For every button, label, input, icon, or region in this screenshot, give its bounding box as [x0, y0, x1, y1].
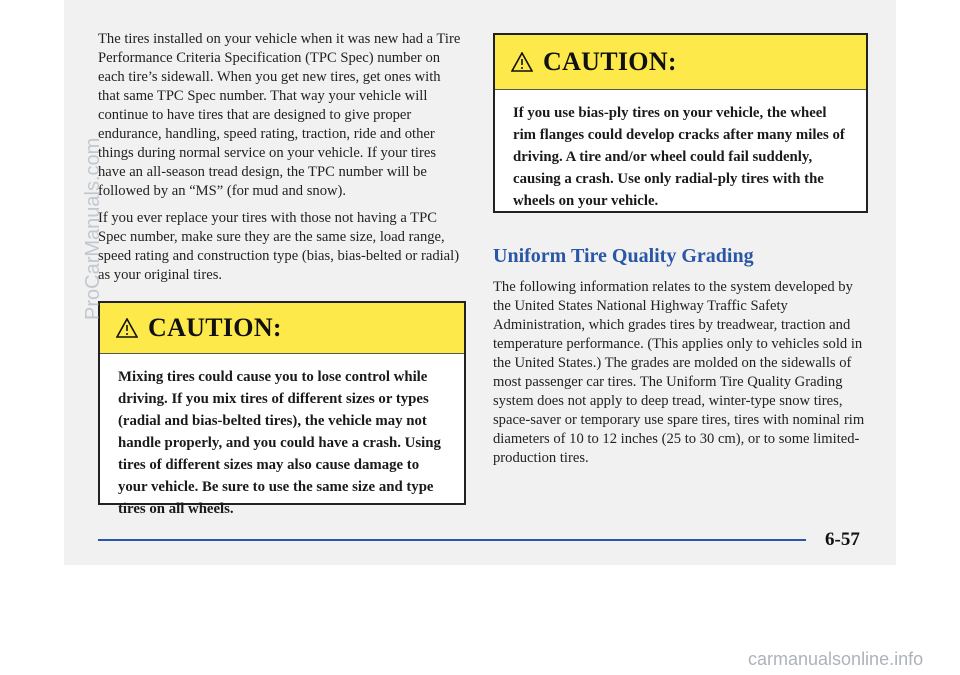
caution-box-mixing-tires [98, 301, 466, 517]
section-heading: Uniform Tire Quality Grading [493, 245, 754, 267]
left-column [98, 30, 466, 517]
warning-triangle-icon [116, 318, 138, 338]
bottom-watermark: carmanualsonline.info [748, 649, 924, 669]
caution-text: If you use bias-ply tires on your vehicle, the wheel rim flanges could develop cracks after many miles of driving. A tire and/or wheel could fail suddenly, causing a crash. Use only radial-ply tires with the wheels on your vehicle. [513, 105, 845, 209]
tpc-spec-paragraph: The tires installed on your vehicle when it was new had a Tire Performance Criteria Specification (TPC Spec) number on each tire’s sidewall. When you get new tires, get ones with that same TPC Spec number. That way your vehicle will continue to have tires that are designed to give proper endurance, handling, speed rating, traction, ride and other things during normal service on your vehicle. If your tires have an all-season tread design, the TPC number will be followed by an “MS” (for mud and snow). [98, 31, 461, 199]
replacement-paragraph: If you ever replace your tires with those not having a TPC Spec number, make sure they are the same size, load range, speed rating and construction type (bias, bias-belted or radial) as your original tires. [98, 210, 460, 283]
utqg-paragraph: The following information relates to the system developed by the United States National Highway Traffic Safety Administration, which grades tires by treadwear, traction and temperature performance. (This applies only to vehicles sold in the United States.) The grades are molded on the sidewalls of most passenger car tires. The Uniform Tire Quality Grading system does not apply to deep tread, winter-type snow tires, space-saver or temporary use spare tires, tires with nominal rim diameters of 10 to 12 inches (25 to 30 cm), or to some limited-production tires. [493, 279, 865, 466]
right-column [493, 30, 868, 468]
warning-triangle-icon [511, 52, 533, 72]
caution-header [495, 35, 866, 90]
caution-header [100, 303, 464, 354]
caution-title: CAUTION: [148, 313, 282, 342]
footer-rule [98, 539, 806, 541]
side-watermark: ProCarManuals.com [82, 137, 104, 320]
caution-box-bias-ply [493, 33, 868, 213]
page-number: 6-57 [825, 529, 860, 550]
caution-text: Mixing tires could cause you to lose control while driving. If you mix tires of different sizes or types (radial and bias-belted tires), the vehicle may not handle properly, and you could have a crash. Using tires of different sizes may also cause damage to your vehicle. Be sure to use the same size and type tires on all wheels. [118, 369, 441, 517]
caution-title: CAUTION: [543, 47, 677, 76]
